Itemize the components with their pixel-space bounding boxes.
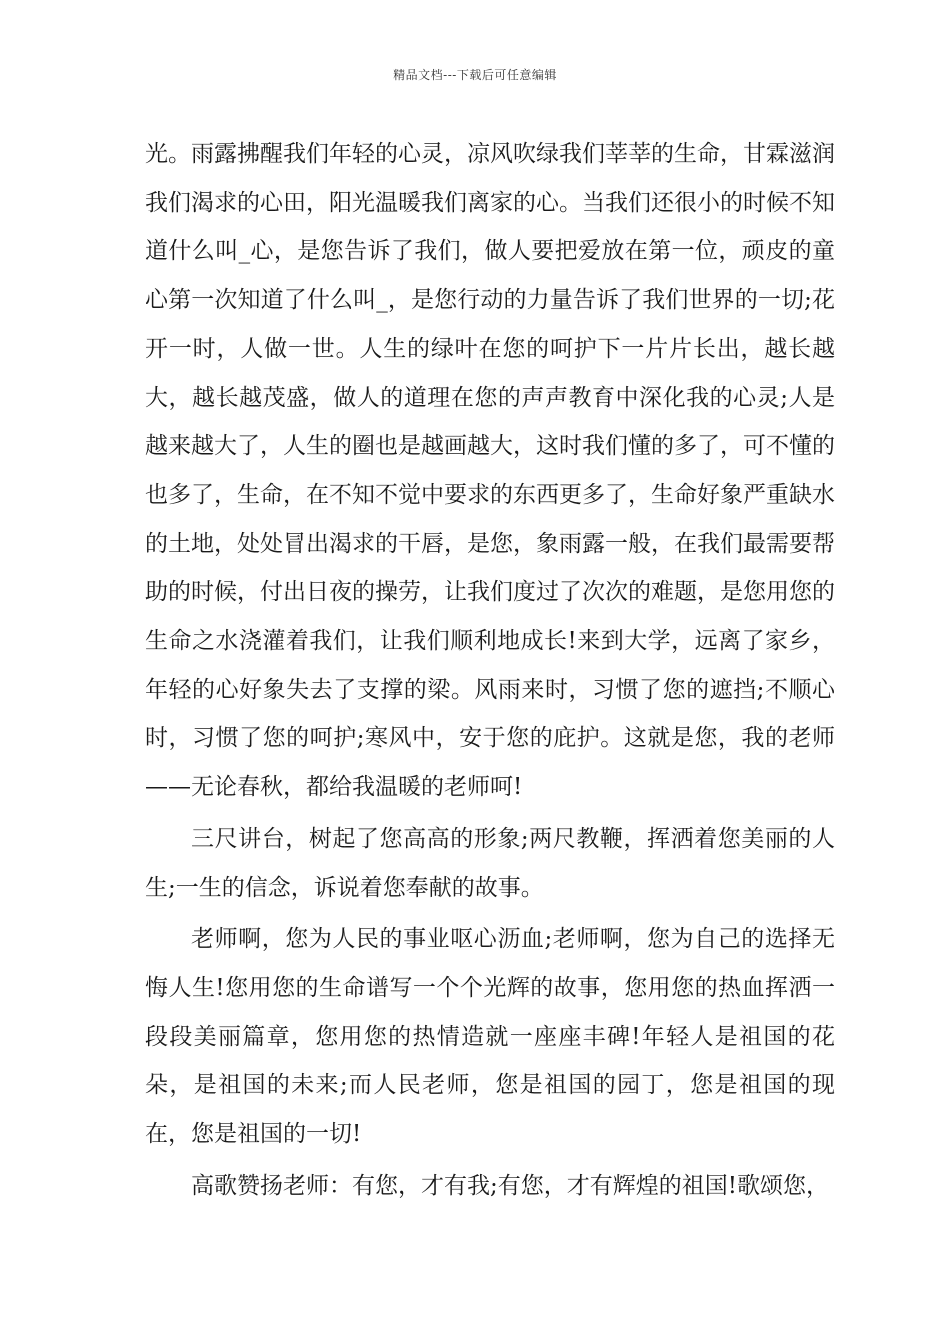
document-body	[145, 130, 835, 1210]
paragraph-2: 三尺讲台，树起了您高高的形象;两尺教鞭，挥洒着您美丽的人生;一生的信念，诉说着您奉献的故事。	[145, 825, 835, 901]
page-header: 精品文档---下载后可任意编辑	[393, 68, 557, 82]
paragraph-1: 光。雨露拂醒我们年轻的心灵，凉风吹绿我们莘莘的生命，甘霖滋润我们渴求的心田，阳光温暖我们离家的心。当我们还很小的时候不知道什么叫_心，是您告诉了我们，做人要把爱放在第一位，顽皮的童心第一次知道了什么叫_，是您行动的力量告诉了我们世界的一切;花开一时，人做一世。人生的绿叶在您的呵护下一片片长出，越长越大，越长越茂盛，做人的道理在您的声声教育中深化我的心灵;人是越来越大了，人生的圈也是越画越大，这时我们懂的多了，可不懂的也多了，生命，在不知不觉中要求的东西更多了，生命好象严重缺水的土地，处处冒出渴求的干唇，是您，象雨露一般，在我们最需要帮助的时候，付出日夜的操劳，让我们度过了次次的难题，是您用您的生命之水浇灌着我们，让我们顺利地成长!来到大学，远离了家乡，年轻的心好象失去了支撑的梁。风雨来时，习惯了您的遮挡;不顺心时，习惯了您的呵护;寒风中，安于您的庇护。这就是您，我的老师——无论春秋，都给我温暖的老师呵!	[145, 141, 835, 801]
paragraph-4: 高歌赞扬老师：有您，才有我;有您，才有辉煌的祖国!歌颂您，	[191, 1172, 829, 1199]
paragraph-3: 老师啊，您为人民的事业呕心沥血;老师啊，您为自己的选择无悔人生!您用您的生命谱写一个个光辉的故事，您用您的热血挥洒一段段美丽篇章，您用您的热情造就一座座丰碑!年轻人是祖国的花朵，是祖国的未来;而人民老师，您是祖国的园丁，您是祖国的现在，您是祖国的一切!	[145, 926, 835, 1148]
